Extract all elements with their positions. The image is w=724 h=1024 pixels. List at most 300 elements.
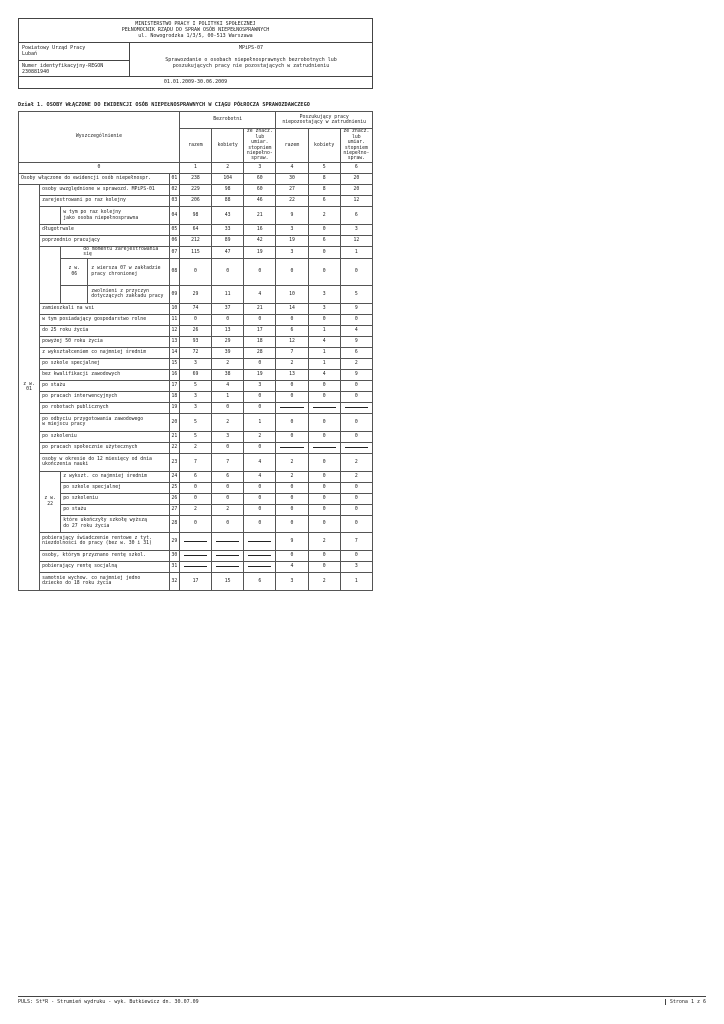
value-cell: 0	[244, 391, 276, 402]
row-number: 03	[169, 196, 179, 207]
value-cell: 1	[340, 572, 372, 590]
table-row	[19, 493, 373, 504]
value-cell: 0	[276, 413, 308, 431]
row-label	[61, 285, 170, 303]
not-applicable-cell	[212, 532, 244, 550]
table-row	[19, 336, 373, 347]
row-number: 32	[169, 572, 179, 590]
row-number: 02	[169, 185, 179, 196]
row-number: 12	[169, 325, 179, 336]
value-cell: 37	[212, 303, 244, 314]
group-label-z-w-06	[61, 259, 88, 285]
col-znaczny-1-l5: spraw.	[251, 156, 269, 162]
value-cell: 0	[244, 482, 276, 493]
value-cell: 11	[212, 285, 244, 303]
table-row	[19, 391, 373, 402]
row-label-line: z wiersza 07 w zakładzie	[91, 266, 161, 272]
row-label-with-group	[61, 258, 170, 285]
column-number: 2	[212, 163, 244, 174]
group-label-z-w-01-l1: z w.	[23, 382, 35, 387]
col-znaczny-2-l2: lub umiar.	[347, 134, 366, 146]
value-cell: 2	[308, 207, 340, 225]
value-cell: 6	[276, 325, 308, 336]
value-cell: 13	[212, 325, 244, 336]
value-cell: 0	[340, 493, 372, 504]
row-label: z wykształceniem co najmniej średnim	[40, 347, 170, 358]
group-poszukujacy	[276, 112, 373, 129]
value-cell: 3	[276, 247, 308, 259]
value-cell: 3	[340, 561, 372, 572]
row-label: zarejestrowani po raz kolejny	[40, 196, 170, 207]
col-znaczny-2-l4: niepełno-	[343, 150, 370, 156]
blank-cell	[61, 286, 88, 303]
office-cell	[19, 43, 129, 60]
value-cell: 0	[212, 314, 244, 325]
value-cell: 2	[308, 572, 340, 590]
value-cell: 5	[340, 285, 372, 303]
value-cell: 4	[308, 369, 340, 380]
value-cell: 88	[212, 196, 244, 207]
row-label-line: po odbyciu przygotowania zawodowego	[42, 416, 144, 422]
row-label: powyżej 50 roku życia	[40, 336, 170, 347]
row-number: 15	[169, 358, 179, 369]
value-cell: 0	[244, 515, 276, 532]
value-cell: 0	[179, 515, 211, 532]
value-cell: 0	[340, 258, 372, 285]
report-period: 01.01.2009-30.06.2009	[163, 79, 228, 85]
col-znaczny-2-l3: stopniem	[344, 145, 368, 151]
value-cell: 3	[179, 391, 211, 402]
value-cell: 6	[179, 471, 211, 482]
not-applicable-cell	[276, 442, 308, 453]
row-number: 21	[169, 431, 179, 442]
table-row	[19, 380, 373, 391]
value-cell: 0	[308, 413, 340, 431]
table-row	[19, 572, 373, 590]
value-cell: 0	[308, 561, 340, 572]
value-cell: 33	[212, 225, 244, 236]
table-row	[19, 471, 373, 482]
value-cell: 2	[212, 358, 244, 369]
value-cell: 4	[212, 380, 244, 391]
column-number: 3	[244, 163, 276, 174]
group-poszukujacy-line-2: niepozostający w zatrudnieniu	[282, 120, 367, 125]
row-label: po szkole specjalnej	[61, 482, 170, 493]
regon-label: Numer identyfikacyjny-REGON	[22, 63, 104, 69]
row-label: poprzednio pracujący	[40, 236, 170, 247]
value-cell: 0	[308, 471, 340, 482]
row-number: 05	[169, 225, 179, 236]
value-cell: 64	[179, 225, 211, 236]
value-cell: 98	[212, 185, 244, 196]
value-cell: 0	[308, 515, 340, 532]
column-number-row	[19, 163, 373, 174]
value-cell: 5	[179, 431, 211, 442]
value-cell: 2	[244, 431, 276, 442]
row-label-line: dziecko do 18 roku życia	[42, 581, 112, 587]
value-cell: 2	[340, 453, 372, 471]
value-cell: 0	[276, 550, 308, 561]
col-znaczny-1-l2: lub umiar.	[251, 134, 269, 146]
value-cell: 0	[212, 258, 244, 285]
row-label-line: jako osoba niepełnosprawna	[63, 215, 139, 221]
value-cell: 19	[244, 369, 276, 380]
table-row	[19, 325, 373, 336]
row-number: 24	[169, 471, 179, 482]
row-label: osoby uwzględnione w sprawozd. MPiPS-01	[40, 185, 170, 196]
row-label	[40, 572, 170, 590]
value-cell: 0	[212, 402, 244, 413]
value-cell: 2	[340, 358, 372, 369]
row-label-line: dotyczących zakładu pracy	[91, 294, 164, 300]
row-number: 29	[169, 532, 179, 550]
row-label: w tym posiadający gospodarstwo rolne	[40, 314, 170, 325]
row-label-line: samotnie wychow. co najmniej jedno	[42, 575, 141, 581]
group-label-z-w-22-l2: 22	[47, 501, 54, 507]
row-number: 26	[169, 493, 179, 504]
value-cell: 0	[308, 493, 340, 504]
not-applicable-cell	[179, 561, 211, 572]
value-cell: 9	[340, 303, 372, 314]
value-cell: 43	[212, 207, 244, 225]
value-cell: 1	[308, 358, 340, 369]
value-cell: 6	[308, 196, 340, 207]
value-cell: 6	[340, 207, 372, 225]
row-number: 10	[169, 303, 179, 314]
value-cell: 0	[276, 504, 308, 515]
value-cell: 4	[244, 285, 276, 303]
row-label-line: ukończenia nauki	[42, 462, 89, 468]
value-cell: 0	[276, 258, 308, 285]
row-label: do momentu zarejestrowania się	[61, 247, 170, 259]
table-row	[19, 532, 373, 550]
value-cell: 0	[308, 550, 340, 561]
value-cell: 19	[276, 236, 308, 247]
row-label: po stażu	[61, 504, 170, 515]
value-cell: 7	[179, 453, 211, 471]
col-znaczny-1-l3: stopniem	[248, 145, 272, 151]
table-row	[19, 550, 373, 561]
group-label-z-w-01-l2: 01	[26, 387, 32, 393]
value-cell: 28	[244, 347, 276, 358]
row-number: 01	[169, 174, 179, 185]
value-cell: 6	[308, 236, 340, 247]
value-cell: 0	[340, 413, 372, 431]
value-cell: 0	[179, 258, 211, 285]
value-cell: 0	[308, 247, 340, 259]
value-cell: 0	[212, 493, 244, 504]
value-cell: 6	[244, 572, 276, 590]
value-cell: 29	[179, 285, 211, 303]
value-cell: 3	[340, 225, 372, 236]
not-applicable-cell	[308, 442, 340, 453]
row-label	[40, 413, 170, 431]
not-applicable-cell	[244, 561, 276, 572]
row-label-line: niezdolności do pracy (bez w. 30 i 31)	[42, 541, 152, 547]
value-cell: 0	[308, 482, 340, 493]
value-cell: 0	[276, 482, 308, 493]
row-label	[40, 532, 170, 550]
table-row	[19, 402, 373, 413]
group-poszukujacy-line-1: Poszukujący pracy	[299, 114, 349, 120]
value-cell: 238	[179, 174, 211, 185]
head-label: Wyszczególnienie	[19, 112, 180, 163]
value-cell: 3	[244, 380, 276, 391]
value-cell: 74	[179, 303, 211, 314]
column-number: 5	[308, 163, 340, 174]
value-cell: 0	[308, 391, 340, 402]
table-row	[19, 314, 373, 325]
table-row	[19, 258, 373, 285]
group-bezrobotni: Bezrobotni	[179, 112, 276, 129]
table-row	[19, 207, 373, 225]
value-cell: 2	[276, 358, 308, 369]
table-row	[19, 515, 373, 532]
value-cell: 3	[308, 285, 340, 303]
value-cell: 0	[340, 515, 372, 532]
value-cell: 6	[212, 471, 244, 482]
col-znaczny-2-l5: spraw.	[347, 156, 366, 162]
row-label-text	[88, 286, 169, 303]
row-number: 09	[169, 285, 179, 303]
value-cell: 0	[308, 504, 340, 515]
table-row	[19, 347, 373, 358]
column-number: 4	[276, 163, 308, 174]
value-cell: 3	[276, 225, 308, 236]
value-cell: 4	[244, 471, 276, 482]
value-cell: 18	[244, 336, 276, 347]
value-cell: 0	[340, 482, 372, 493]
value-cell: 0	[276, 380, 308, 391]
value-cell: 0	[276, 391, 308, 402]
not-applicable-cell	[340, 442, 372, 453]
page-footer	[18, 996, 706, 1005]
value-cell: 0	[308, 453, 340, 471]
value-cell: 4	[308, 336, 340, 347]
row-label-line: zwolnieni z przyczyn	[91, 288, 149, 294]
blank-cell	[40, 247, 61, 304]
table-row	[19, 236, 373, 247]
table-row	[19, 453, 373, 471]
section-title: Dział 1. OSOBY WŁĄCZONE DO EWIDENCJI OSÓB NIEPEŁNOSPRAWNYCH W CIĄGU PÓŁROCZA SPRAWOZDAWCZEGO	[18, 102, 310, 108]
row-number: 06	[169, 236, 179, 247]
value-cell: 9	[276, 532, 308, 550]
row-label: po szkoleniu	[40, 431, 170, 442]
form-description	[130, 51, 372, 69]
table-row	[19, 504, 373, 515]
table-row	[19, 225, 373, 236]
value-cell: 4	[276, 561, 308, 572]
table-row	[19, 431, 373, 442]
row-label: po szkoleniu	[61, 493, 170, 504]
row-label-line: osoby w okresie do 12 miesięcy od dnia	[42, 456, 152, 462]
row-label: z wykszt. co najmniej średnim	[61, 471, 170, 482]
value-cell: 12	[340, 236, 372, 247]
ministry-line-1: MINISTERSTWO PRACY I POLITYKI SPOŁECZNEJ	[135, 21, 256, 27]
row-label	[61, 207, 170, 225]
value-cell: 69	[179, 369, 211, 380]
value-cell: 1	[244, 413, 276, 431]
value-cell: 27	[276, 185, 308, 196]
value-cell: 42	[244, 236, 276, 247]
value-cell: 89	[212, 236, 244, 247]
value-cell: 104	[212, 174, 244, 185]
value-cell: 2	[308, 532, 340, 550]
value-cell: 14	[276, 303, 308, 314]
row-label-line: pobierający świadczenie rentowe z tyt.	[42, 535, 152, 541]
form-block	[130, 43, 372, 76]
value-cell: 0	[244, 493, 276, 504]
table-row	[19, 196, 373, 207]
row-number: 30	[169, 550, 179, 561]
ministry-line-2: PEŁNOMOCNIK RZĄDU DO SPRAW OSÓB NIEPEŁNOSPRAWNYCH	[121, 27, 270, 34]
column-number: 6	[340, 163, 372, 174]
not-applicable-cell	[212, 550, 244, 561]
value-cell: 0	[308, 314, 340, 325]
table-row	[19, 285, 373, 303]
column-number: 0	[19, 163, 180, 174]
not-applicable-cell	[179, 550, 211, 561]
form-description-line-1: Sprawozdanie o osobach niepełnosprawnych bezrobotnych lub	[165, 57, 337, 64]
col-znaczny-1	[244, 129, 276, 163]
group-label-z-w-22	[40, 471, 61, 532]
value-cell: 2	[179, 504, 211, 515]
value-cell: 4	[340, 325, 372, 336]
regon-value: 230881940	[22, 69, 50, 76]
value-cell: 7	[276, 347, 308, 358]
value-cell: 3	[179, 402, 211, 413]
row-number: 11	[169, 314, 179, 325]
value-cell: 2	[340, 471, 372, 482]
value-cell: 206	[179, 196, 211, 207]
not-applicable-cell	[212, 561, 244, 572]
value-cell: 19	[244, 247, 276, 259]
table-row	[19, 185, 373, 196]
row-label-line: w miejscu pracy	[42, 422, 86, 428]
office-line-2: Lubań	[22, 51, 38, 58]
table-row	[19, 561, 373, 572]
row-label	[40, 453, 170, 471]
value-cell: 26	[179, 325, 211, 336]
row-number: 14	[169, 347, 179, 358]
form-code: MPiPS-07	[238, 45, 264, 51]
row-number: 08	[169, 258, 179, 285]
col-razem-2: razem	[276, 129, 308, 163]
value-cell: 39	[212, 347, 244, 358]
value-cell: 29	[212, 336, 244, 347]
value-cell: 212	[179, 236, 211, 247]
col-znaczny-2-l1: ze znacz.	[343, 129, 370, 135]
row-label-line: które ukończyły szkołę wyższą	[63, 518, 147, 524]
not-applicable-cell	[244, 532, 276, 550]
office-block	[19, 43, 130, 76]
value-cell: 3	[308, 303, 340, 314]
table-row	[19, 369, 373, 380]
value-cell: 9	[340, 336, 372, 347]
group-label-z-w-22-l1: z w.	[44, 496, 56, 502]
row-number: 23	[169, 453, 179, 471]
data-table	[18, 111, 373, 591]
row-label	[88, 259, 169, 285]
form-description-line-2: poszukujących pracy nie pozostających w zatrudnieniu	[172, 63, 330, 70]
col-znaczny-1-l1: ze znacz.	[246, 129, 273, 135]
row-number: 20	[169, 413, 179, 431]
value-cell: 5	[179, 413, 211, 431]
value-cell: 0	[212, 482, 244, 493]
value-cell: 8	[308, 185, 340, 196]
value-cell: 3	[212, 431, 244, 442]
row-label: po robotach publicznych	[40, 402, 170, 413]
row-number: 18	[169, 391, 179, 402]
row-label: bez kwalifikacji zawodowych	[40, 369, 170, 380]
value-cell: 0	[276, 314, 308, 325]
value-cell: 2	[276, 471, 308, 482]
row-label-line: do 27 roku życia	[63, 523, 110, 529]
value-cell: 6	[340, 347, 372, 358]
value-cell: 0	[212, 442, 244, 453]
value-cell: 98	[179, 207, 211, 225]
value-cell: 3	[276, 572, 308, 590]
value-cell: 20	[340, 185, 372, 196]
row-number: 27	[169, 504, 179, 515]
footer-page-number: Strona 1 z 6	[665, 999, 706, 1005]
column-number: 1	[179, 163, 211, 174]
row-number: 22	[169, 442, 179, 453]
row-label	[61, 515, 170, 532]
row-label: do 25 roku życia	[40, 325, 170, 336]
value-cell: 9	[340, 369, 372, 380]
report-header	[18, 18, 373, 89]
value-cell: 0	[244, 504, 276, 515]
value-cell: 12	[276, 336, 308, 347]
value-cell: 0	[244, 402, 276, 413]
value-cell: 0	[276, 515, 308, 532]
table-row	[19, 442, 373, 453]
value-cell: 0	[340, 550, 372, 561]
value-cell: 0	[308, 380, 340, 391]
value-cell: 21	[244, 303, 276, 314]
col-kobiety-2: kobiety	[308, 129, 340, 163]
value-cell: 7	[340, 532, 372, 550]
row-number: 25	[169, 482, 179, 493]
not-applicable-cell	[244, 550, 276, 561]
row-label: po pracach interwencyjnych	[40, 391, 170, 402]
row-label-line: w tym po raz kolejny	[63, 210, 121, 216]
value-cell: 16	[244, 225, 276, 236]
value-cell: 0	[308, 225, 340, 236]
value-cell: 115	[179, 247, 211, 259]
value-cell: 1	[308, 347, 340, 358]
col-znaczny-2	[340, 129, 372, 163]
blank-cell	[40, 207, 61, 225]
value-cell: 2	[276, 453, 308, 471]
row-number: 04	[169, 207, 179, 225]
not-applicable-cell	[340, 402, 372, 413]
value-cell: 0	[276, 431, 308, 442]
row-label: pobierający rentę socjalną	[40, 561, 170, 572]
row-number: 28	[169, 515, 179, 532]
value-cell: 46	[244, 196, 276, 207]
value-cell: 10	[276, 285, 308, 303]
value-cell: 72	[179, 347, 211, 358]
value-cell: 13	[276, 369, 308, 380]
value-cell: 93	[179, 336, 211, 347]
group-label-z-w-06-l1: z w.	[68, 266, 80, 272]
row-label: długotrwale	[40, 225, 170, 236]
row-label-line: pracy chronionej	[91, 271, 138, 277]
value-cell: 20	[340, 174, 372, 185]
office-line-1: Powiatowy Urząd Pracy	[22, 45, 86, 51]
